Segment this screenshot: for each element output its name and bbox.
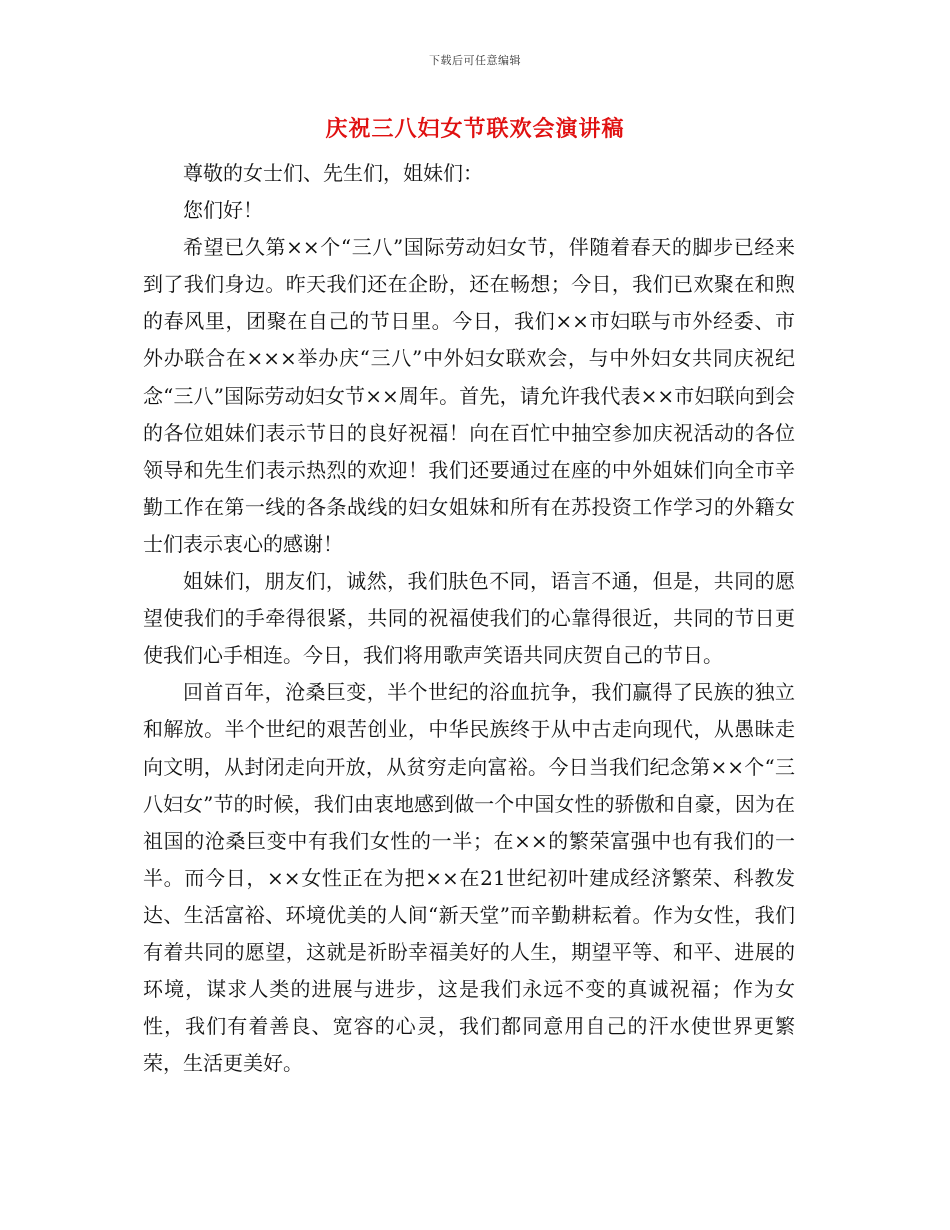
paragraph: 姐妹们，朋友们，诚然，我们肤色不同，语言不通，但是，共同的愿望使我们的手牵得很紧，共同的祝福使我们的心靠得很近，共同的节日更使我们心手相连。今日，我们将用歌声笑语共同庆贺自己的节日。 xyxy=(143,569,795,668)
document-body xyxy=(143,155,795,1082)
document-title: 庆祝三八妇女节联欢会演讲稿 xyxy=(325,117,625,142)
paragraph: 回首百年，沧桑巨变，半个世纪的浴血抗争，我们赢得了民族的独立和解放。半个世纪的艰苦创业，中华民族终于从中古走向现代，从愚昧走向文明，从封闭走向开放，从贫穷走向富裕。今日当我们纪念第××个“三八妇女”节的时候，我们由衷地感到做一个中国女性的骄傲和自豪，因为在祖国的沧桑巨变中有我们女性的一半；在××的繁荣富强中也有我们的一半。而今日，××女性正在为把××在21世纪初叶建成经济繁荣、科教发达、生活富裕、环境优美的人间“新天堂”而辛勤耕耘着。作为女性，我们有着共同的愿望，这就是祈盼幸福美好的人生，期望平等、和平、进展的环境，谋求人类的进展与进步，这是我们永远不变的真诚祝福；作为女性，我们有着善良、宽容的心灵，我们都同意用自己的汗水使世界更繁荣，生活更美好。 xyxy=(143,680,795,1076)
page-header-note: 下载后可任意编辑 xyxy=(429,54,521,67)
salutation-line: 尊敬的女士们、先生们，姐妹们： xyxy=(183,161,483,185)
greeting-line: 您们好！ xyxy=(183,198,263,223)
paragraph: 希望已久第××个“三八”国际劳动妇女节，伴随着春天的脚步已经来到了我们身边。昨天我们还在企盼，还在畅想；今日，我们已欢聚在和煦的春风里，团聚在自己的节日里。今日，我们××市妇联与市外经委、市外办联合在×××举办庆“三八”中外妇女联欢会，与中外妇女共同庆祝纪念“三八”国际劳动妇女节××周年。首先，请允许我代表××市妇联向到会的各位姐妹们表示节日的良好祝福！向在百忙中抽空参加庆祝活动的各位领导和先生们表示热烈的欢迎！我们还要通过在座的中外姐妹们向全市辛勤工作在第一线的各条战线的妇女姐妹和所有在苏投资工作学习的外籍女士们表示衷心的感谢！ xyxy=(143,235,795,556)
